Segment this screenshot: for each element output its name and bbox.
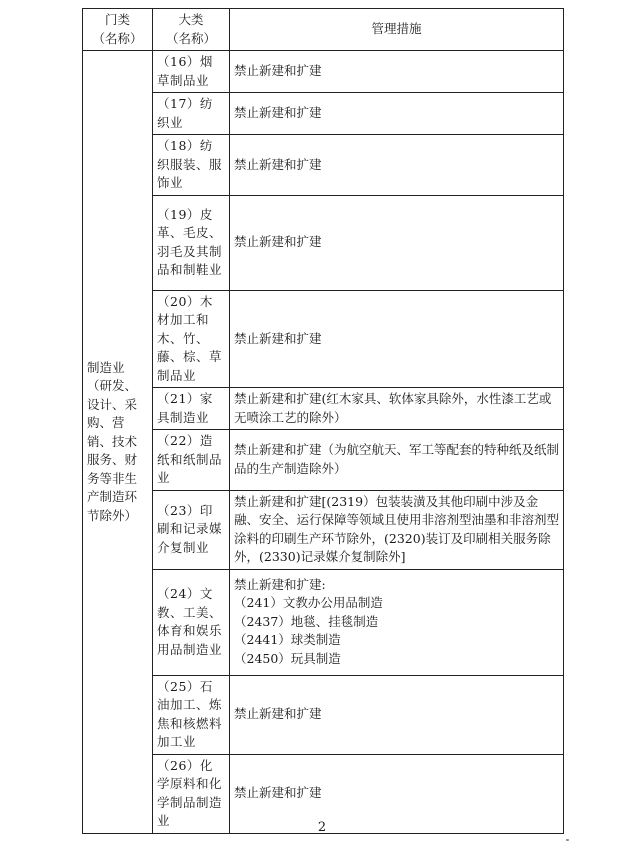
table-header-row — [83, 9, 564, 51]
measure-line: 禁止新建和扩建 — [234, 63, 322, 79]
measure-line: 禁止新建和扩建 — [234, 330, 322, 346]
table-row — [83, 135, 564, 196]
major-category-cell: （21）家具制造业 — [153, 388, 230, 430]
scan-mark — [566, 839, 569, 841]
major-category-cell: （22）造纸和纸制品业 — [153, 430, 230, 491]
measure-line: 禁止新建和扩建 — [234, 234, 322, 250]
management-measure-cell — [230, 135, 564, 196]
header-major-category: 大类 （名称） — [153, 9, 230, 51]
table-row — [83, 93, 564, 135]
management-measure-cell — [230, 430, 564, 491]
major-category-cell: （19）皮革、毛皮、羽毛及其制品和制鞋业 — [153, 195, 230, 290]
measure-line: （2441）球类制造 — [234, 632, 341, 648]
management-measure-cell — [230, 675, 564, 754]
header-door-category: 门类 （名称） — [83, 9, 153, 51]
table-row — [83, 430, 564, 491]
measure-line: 禁止新建和扩建 — [234, 785, 322, 801]
management-measure-cell — [230, 388, 564, 430]
management-measure-cell — [230, 93, 564, 135]
major-category-cell: （24）文教、工美、体育和娱乐用品制造业 — [153, 569, 230, 675]
regulation-table — [82, 8, 564, 834]
measure-line: （2437）地毯、挂毯制造 — [234, 613, 379, 629]
table-row — [83, 675, 564, 754]
table-row — [83, 569, 564, 675]
major-category-cell: （20）木材加工和木、竹、藤、棕、草制品业 — [153, 290, 230, 388]
measure-line: 禁止新建和扩建（为航空航天、军工等配套的特种纸及纸制品的生产制造除外） — [234, 442, 560, 476]
management-measure-cell — [230, 51, 564, 93]
measure-line: （241）文教办公用品制造 — [234, 595, 383, 611]
measure-line: 禁止新建和扩建 — [234, 156, 322, 172]
measure-line: 禁止新建和扩建(红木家具、软体家具除外，水性漆工艺或无喷涂工艺的除外） — [234, 391, 552, 425]
table-row — [83, 388, 564, 430]
major-category-cell: （25）石油加工、炼焦和核燃料加工业 — [153, 675, 230, 754]
management-measure-cell — [230, 490, 564, 569]
major-category-cell: （23）印刷和记录媒介复制业 — [153, 490, 230, 569]
measure-line: 禁止新建和扩建 — [234, 105, 322, 121]
measure-line: 禁止新建和扩建: — [234, 576, 326, 592]
management-measure-cell — [230, 569, 564, 675]
measure-line: 禁止新建和扩建 — [234, 706, 322, 722]
measure-line: 禁止新建和扩建[(2319）包装装潢及其他印刷中涉及金融、安全、运行保障等领域且使用非溶剂型油墨和非溶剂型涂料的印刷生产环节除外，(2320)装订及印刷相关服务除外，(2330)记录媒介复制除外] — [234, 493, 560, 564]
table-row — [83, 51, 564, 93]
header-management-measures: 管理措施 — [230, 9, 564, 51]
door-category-cell: 制造业（研发、设计、采购、营销、技术服务、财务等非生产制造环节除外） — [83, 51, 153, 834]
table-row — [83, 490, 564, 569]
management-measure-cell — [230, 290, 564, 388]
major-category-cell: （26）化学原料和化学制品制造业 — [153, 754, 230, 833]
page-number: 2 — [317, 820, 327, 835]
major-category-cell: （17）纺织业 — [153, 93, 230, 135]
major-category-cell: （16）烟草制品业 — [153, 51, 230, 93]
table-row — [83, 290, 564, 388]
table-row — [83, 195, 564, 290]
management-measure-cell — [230, 195, 564, 290]
measure-line: （2450）玩具制造 — [234, 650, 341, 666]
major-category-cell: （18）纺织服装、服饰业 — [153, 135, 230, 196]
